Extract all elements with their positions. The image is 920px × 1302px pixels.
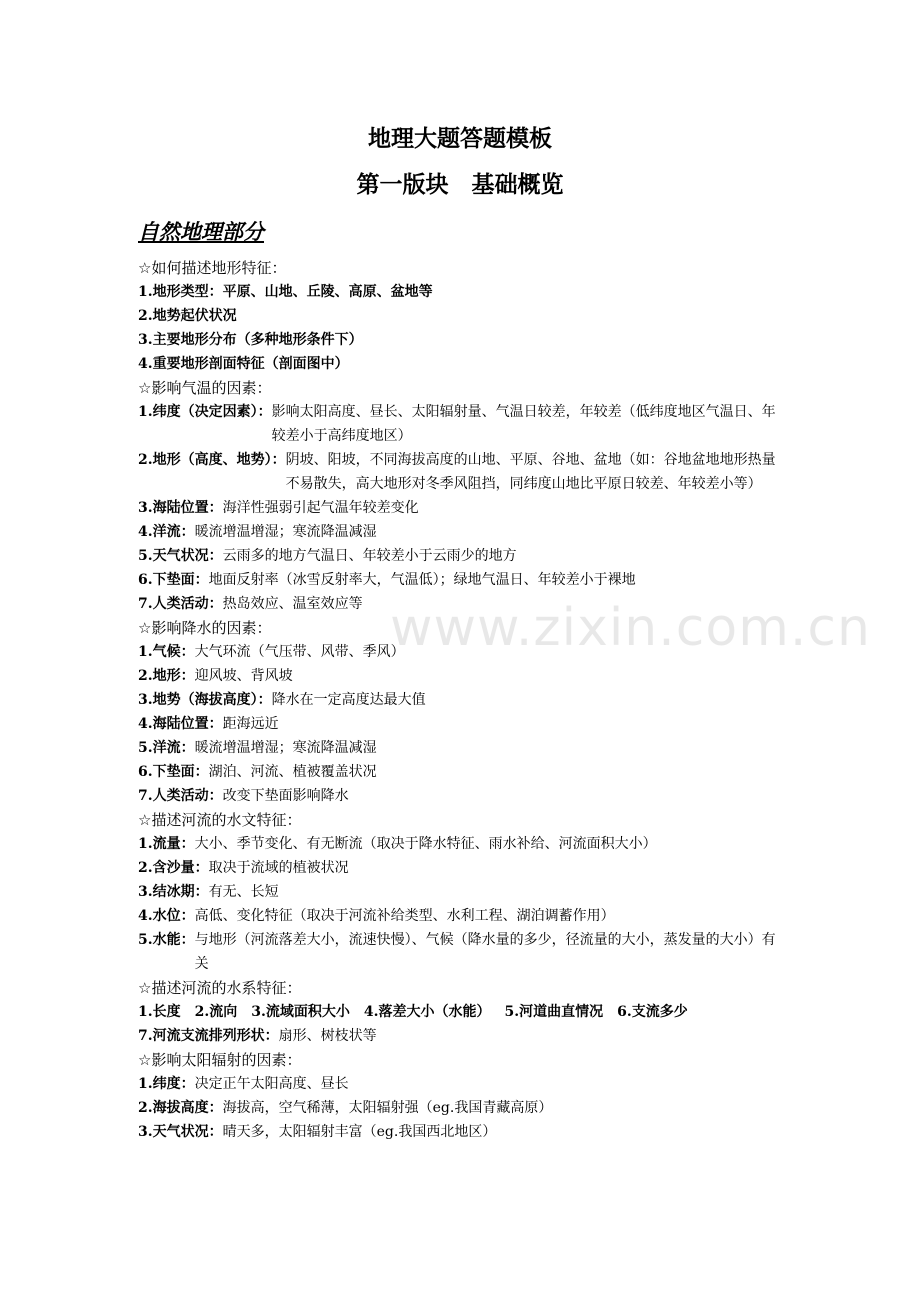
document-body bbox=[138, 256, 788, 1144]
list-item-label: 2.地形（高度、地势）： bbox=[138, 452, 286, 468]
list-item-label: 7.人类活动： bbox=[138, 788, 223, 804]
list-item-text: 高低、变化特征（取决于河流补给类型、水利工程、湖泊调蓄作用） bbox=[194, 908, 615, 924]
list-item bbox=[138, 496, 788, 520]
list-item bbox=[138, 664, 788, 688]
list-item-label: 5.天气状况： bbox=[138, 548, 223, 564]
list-item bbox=[138, 592, 788, 616]
list-item-text: 距海远近 bbox=[222, 716, 279, 732]
list-item bbox=[138, 568, 788, 592]
list-item-text: 有无、长短 bbox=[208, 884, 279, 900]
list-item bbox=[138, 448, 788, 496]
list-item-text: 热岛效应、温室效应等 bbox=[222, 596, 363, 612]
list-item bbox=[138, 544, 788, 568]
group-heading: ☆影响太阳辐射的因素： bbox=[138, 1051, 302, 1069]
list-item-text: 海拔高，空气稀薄，太阳辐射强（eg.我国青藏高原） bbox=[222, 1100, 553, 1116]
list-item bbox=[138, 712, 788, 736]
list-item-label: 3.结冰期： bbox=[138, 884, 209, 900]
group-heading: ☆影响气温的因素： bbox=[138, 379, 272, 397]
group-heading: ☆描述河流的水系特征： bbox=[138, 979, 302, 997]
list-item-label: 1.流量： bbox=[138, 836, 195, 852]
list-item bbox=[138, 304, 788, 328]
list-item bbox=[138, 280, 788, 304]
inline-item-row bbox=[138, 1000, 788, 1024]
list-item bbox=[138, 400, 788, 448]
list-item bbox=[138, 832, 788, 856]
list-item-text: 大小、季节变化、有无断流（取决于降水特征、雨水补给、河流面积大小） bbox=[194, 836, 657, 852]
group-heading: ☆描述河流的水文特征： bbox=[138, 811, 302, 829]
inline-item: 3.流域面积大小 bbox=[251, 1004, 350, 1020]
list-item-label: 4.重要地形剖面特征（剖面图中） bbox=[138, 356, 349, 372]
group-heading: ☆影响降水的因素： bbox=[138, 619, 272, 637]
list-item-label: 7.河流支流排列形状： bbox=[138, 1028, 279, 1044]
list-item-text: 扇形、树枝状等 bbox=[278, 1028, 377, 1044]
inline-item: 6.支流多少 bbox=[617, 1004, 688, 1020]
list-item-text: 改变下垫面影响降水 bbox=[222, 788, 349, 804]
list-item-label: 1.地形类型：平原、山地、丘陵、高原、盆地等 bbox=[138, 284, 433, 300]
list-item-text: 与地形（河流落差大小，流速快慢）、气候（降水量的多少，径流量的大小，蒸发量的大小）有关 bbox=[194, 932, 776, 972]
list-item-label: 1.纬度： bbox=[138, 1076, 195, 1092]
list-item-label: 6.下垫面： bbox=[138, 572, 209, 588]
list-item-label: 2.含沙量： bbox=[138, 860, 209, 876]
list-item-text: 暖流增温增湿；寒流降温减湿 bbox=[194, 524, 377, 540]
list-item bbox=[138, 760, 788, 784]
list-item bbox=[138, 688, 788, 712]
inline-item: 1.长度 bbox=[138, 1004, 181, 1020]
list-item bbox=[138, 904, 788, 928]
list-item-label: 3.海陆位置： bbox=[138, 500, 223, 516]
list-item bbox=[138, 1096, 788, 1120]
list-item-label: 5.洋流： bbox=[138, 740, 195, 756]
group-heading: ☆如何描述地形特征： bbox=[138, 259, 287, 277]
watermark: www.zixin.com.cn bbox=[390, 598, 871, 658]
list-item bbox=[138, 328, 788, 352]
document-title: 地理大题答题模板 bbox=[368, 126, 552, 152]
list-item-text: 影响太阳高度、昼长、太阳辐射量、气温日较差，年较差（低纬度地区气温日、年较差小于高纬度地区） bbox=[271, 404, 776, 444]
list-item-label: 3.地势（海拔高度）： bbox=[138, 692, 272, 708]
inline-item: 5.河道曲直情况 bbox=[504, 1004, 604, 1020]
list-item-label: 6.下垫面： bbox=[138, 764, 209, 780]
list-item bbox=[138, 352, 788, 376]
list-item-text: 取决于流域的植被状况 bbox=[208, 860, 349, 876]
list-item bbox=[138, 784, 788, 808]
list-item bbox=[138, 856, 788, 880]
list-item bbox=[138, 1024, 788, 1048]
list-item-text: 降水在一定高度达最大值 bbox=[271, 692, 426, 708]
list-item-label: 2.地势起伏状况 bbox=[138, 308, 237, 324]
list-item-label: 3.主要地形分布（多种地形条件下） bbox=[138, 332, 363, 348]
list-item-text: 阴坡、阳坡，不同海拔高度的山地、平原、谷地、盆地（如：谷地盆地地形热量不易散失，高大地形对冬季风阻挡，同纬度山地比平原日较差、年较差小等） bbox=[285, 452, 776, 492]
list-item-label: 3.天气状况： bbox=[138, 1124, 223, 1140]
list-item-label: 2.海拔高度： bbox=[138, 1100, 223, 1116]
list-item-label: 7.人类活动： bbox=[138, 596, 223, 612]
list-item-text: 湖泊、河流、植被覆盖状况 bbox=[208, 764, 377, 780]
list-item-text: 暖流增温增湿；寒流降温减湿 bbox=[194, 740, 377, 756]
list-item-label: 5.水能： bbox=[138, 932, 195, 948]
list-item-label: 4.海陆位置： bbox=[138, 716, 223, 732]
inline-item: 2.流向 bbox=[194, 1004, 238, 1020]
list-item bbox=[138, 880, 788, 904]
section-heading: 自然地理部分 bbox=[138, 220, 264, 244]
list-item bbox=[138, 640, 788, 664]
list-item-label: 1.纬度（决定因素）： bbox=[138, 404, 272, 420]
list-item bbox=[138, 1072, 788, 1096]
list-item bbox=[138, 1120, 788, 1144]
list-item-label: 1.气候： bbox=[138, 644, 195, 660]
list-item-label: 2.地形： bbox=[138, 668, 195, 684]
list-item bbox=[138, 520, 788, 544]
list-item-text: 云雨多的地方气温日、年较差小于云雨少的地方 bbox=[222, 548, 517, 564]
document-subtitle: 第一版块 基础概览 bbox=[356, 172, 564, 198]
list-item-text: 海洋性强弱引起气温年较差变化 bbox=[222, 500, 419, 516]
inline-item: 4.落差大小（水能） bbox=[363, 1004, 491, 1020]
list-item-text: 地面反射率（冰雪反射率大，气温低）；绿地气温日、年较差小于裸地 bbox=[208, 572, 636, 588]
list-item-text: 大气环流（气压带、风带、季风） bbox=[194, 644, 405, 660]
list-item-text: 晴天多，太阳辐射丰富（eg.我国西北地区） bbox=[222, 1124, 497, 1140]
list-item-text: 迎风坡、背风坡 bbox=[194, 668, 293, 684]
list-item-text: 决定正午太阳高度、昼长 bbox=[194, 1076, 349, 1092]
list-item bbox=[138, 736, 788, 760]
list-item-label: 4.水位： bbox=[138, 908, 195, 924]
list-item-label: 4.洋流： bbox=[138, 524, 195, 540]
list-item bbox=[138, 928, 788, 976]
